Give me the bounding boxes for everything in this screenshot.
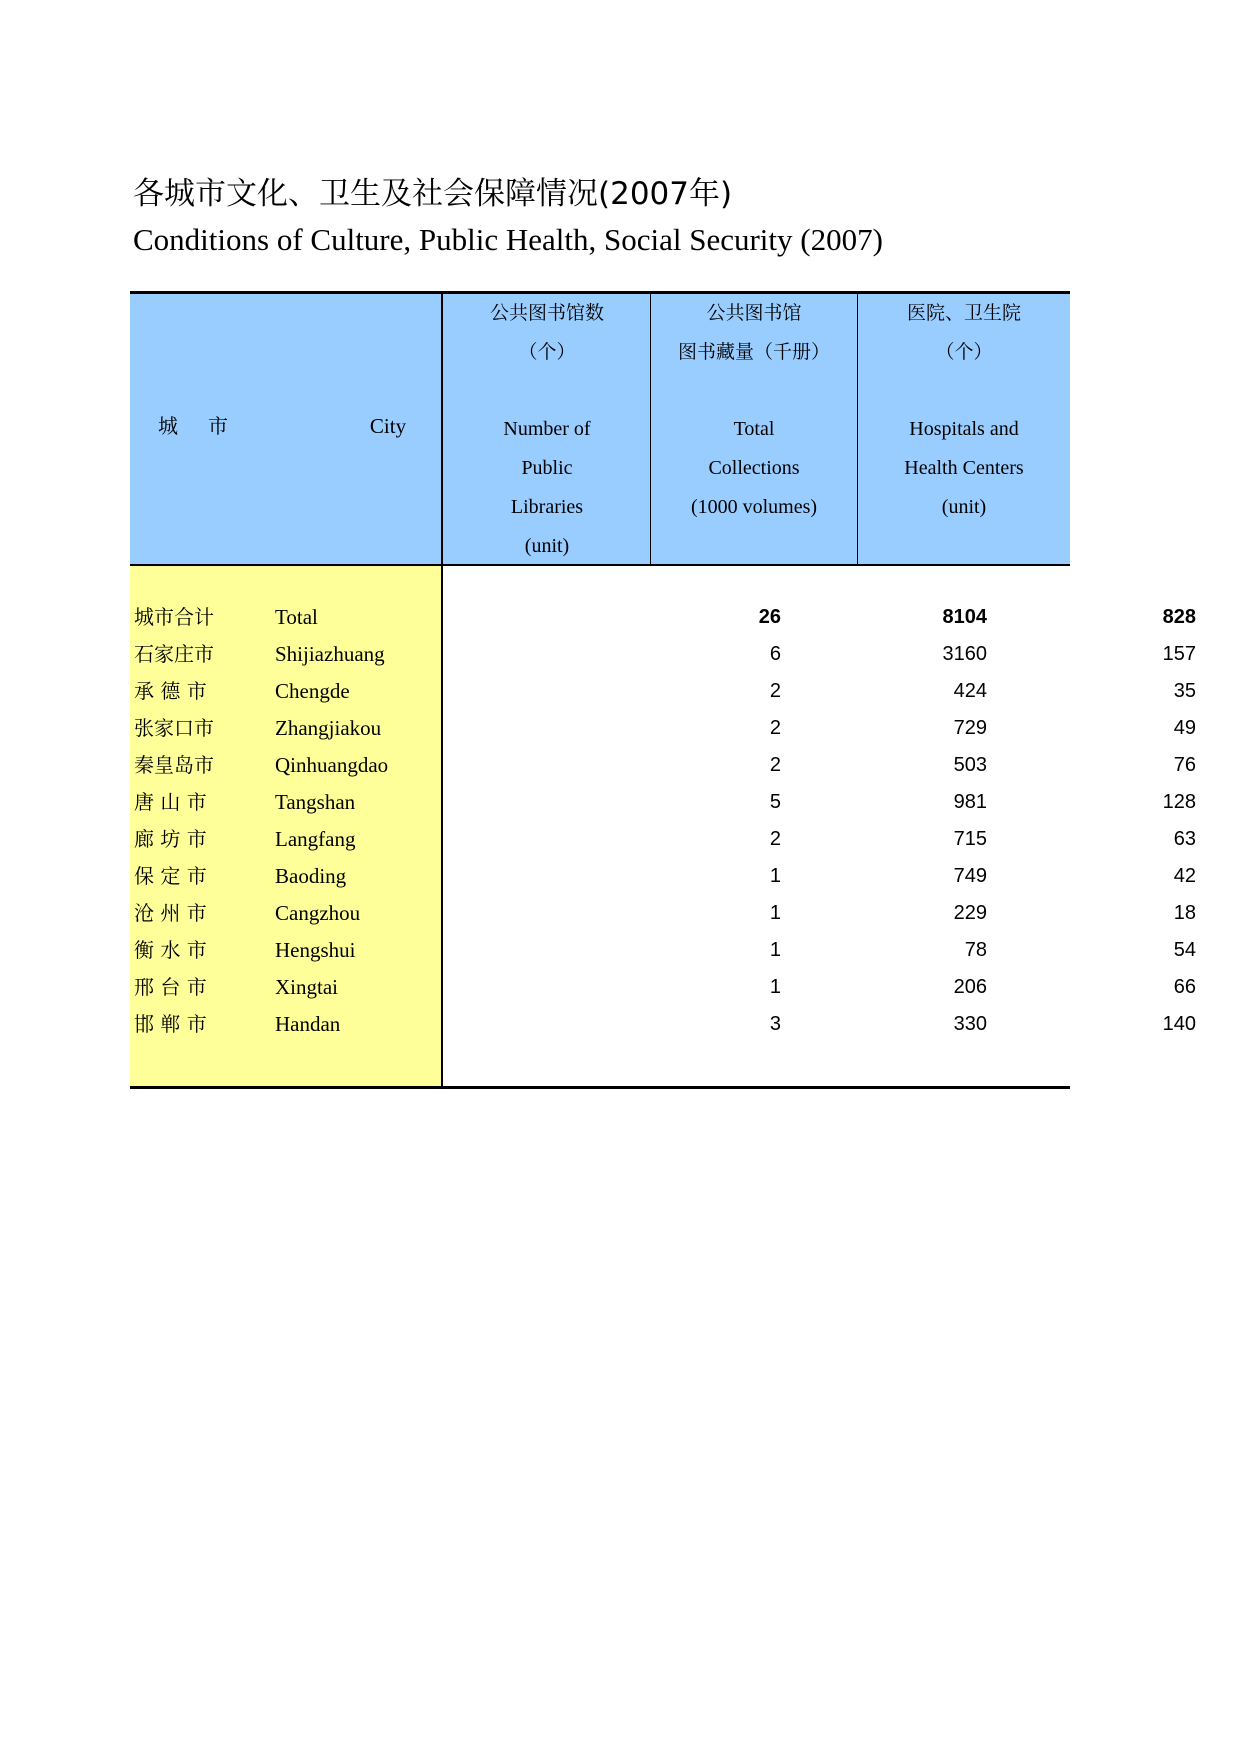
row-city-en: Xingtai [275, 975, 338, 999]
row-libraries: 6 [769, 643, 781, 665]
table-bottom-rule [130, 1086, 1070, 1089]
row-libraries: 2 [769, 680, 781, 702]
row-city-cn: 城市合计 [134, 605, 214, 629]
header-hospitals-cn1: 医院、卫生院 [906, 302, 1021, 324]
row-libraries: 3 [769, 1013, 781, 1035]
row-city-cn: 廊 坊 市 [134, 827, 207, 851]
row-city-cn: 唐 山 市 [134, 790, 207, 814]
header-city-cn: 城市 [158, 414, 258, 438]
header-city-en: City [369, 414, 407, 438]
table-row [130, 673, 1196, 710]
row-hospitals: 140 [1162, 1013, 1196, 1035]
table-row [130, 895, 1196, 932]
page-title-en: Conditions of Culture, Public Health, Social Security (2007) [133, 222, 883, 257]
row-city-cn: 石家庄市 [134, 642, 214, 666]
row-city-en: Cangzhou [275, 901, 361, 925]
row-city-cn: 衡 水 市 [134, 938, 207, 962]
header-collections-en2: Collections [708, 457, 800, 479]
header-hospitals-en1: Hospitals and [909, 418, 1019, 440]
row-collections: 3160 [942, 643, 987, 665]
header-libraries-en3: Libraries [510, 496, 584, 518]
header-libraries-en4: (unit) [524, 535, 570, 557]
row-collections: 78 [964, 939, 987, 961]
row-collections: 715 [953, 828, 987, 850]
table-row [130, 784, 1196, 821]
header-collections-en1: Total [733, 418, 775, 440]
row-city-cn: 承 德 市 [134, 679, 207, 703]
row-collections: 330 [953, 1013, 987, 1035]
row-city-en: Tangshan [275, 790, 356, 814]
row-city-cn: 保 定 市 [134, 864, 207, 888]
header-libraries-en2: Public [521, 457, 573, 479]
header-libraries-en1: Number of [503, 418, 591, 440]
table-row [130, 747, 1196, 784]
row-city-cn: 张家口市 [134, 716, 214, 740]
row-libraries: 26 [758, 606, 781, 628]
row-libraries: 1 [769, 939, 781, 961]
row-collections: 229 [953, 902, 987, 924]
row-hospitals: 42 [1173, 865, 1196, 887]
row-hospitals: 157 [1162, 643, 1196, 665]
row-city-en: Handan [275, 1012, 341, 1036]
row-libraries: 1 [769, 976, 781, 998]
header-hospitals-en2: Health Centers [904, 457, 1024, 479]
row-city-cn: 沧 州 市 [134, 901, 207, 925]
table-row [130, 1006, 1196, 1043]
row-collections: 981 [953, 791, 987, 813]
row-city-en: Qinhuangdao [275, 753, 389, 777]
page-title-cn: 各城市文化、卫生及社会保障情况(2007年) [133, 176, 733, 212]
row-city-cn: 邢 台 市 [134, 975, 207, 999]
row-hospitals: 54 [1173, 939, 1196, 961]
row-city-en: Shijiazhuang [275, 642, 385, 666]
table-row [130, 636, 1196, 673]
row-hospitals: 66 [1173, 976, 1196, 998]
row-collections: 503 [953, 754, 987, 776]
row-libraries: 1 [769, 865, 781, 887]
table-row [130, 858, 1196, 895]
row-city-cn: 秦皇岛市 [134, 753, 214, 777]
header-collections-cn2: 图书藏量（千册） [677, 341, 830, 363]
header-libraries-cn2: （个） [518, 341, 576, 363]
row-libraries: 2 [769, 828, 781, 850]
header-hospitals [858, 294, 1070, 565]
header-collections-cn1: 公共图书馆 [706, 302, 802, 324]
header-hospitals-en3: (unit) [941, 496, 987, 518]
row-city-en: Baoding [275, 864, 347, 888]
row-collections: 749 [953, 865, 987, 887]
header-libraries [444, 294, 650, 565]
row-hospitals: 18 [1173, 902, 1196, 924]
table-row [130, 932, 1196, 969]
table-row [130, 710, 1196, 747]
row-city-cn: 邯 郸 市 [134, 1012, 207, 1036]
row-libraries: 1 [769, 902, 781, 924]
row-city-en: Hengshui [275, 938, 356, 962]
row-libraries: 2 [769, 754, 781, 776]
row-hospitals: 63 [1173, 828, 1196, 850]
header-collections [651, 294, 857, 565]
row-city-en: Langfang [275, 827, 356, 851]
row-city-en: Chengde [275, 679, 350, 703]
row-hospitals: 828 [1162, 606, 1196, 628]
row-hospitals: 128 [1162, 791, 1196, 813]
table-row-total [130, 599, 1196, 636]
row-hospitals: 76 [1173, 754, 1196, 776]
row-libraries: 5 [769, 791, 781, 813]
row-city-en: Total [275, 605, 318, 629]
header-libraries-cn1: 公共图书馆数 [489, 302, 604, 324]
row-collections: 8104 [942, 606, 987, 628]
row-collections: 729 [953, 717, 987, 739]
row-collections: 424 [953, 680, 987, 702]
header-hospitals-cn2: （个） [935, 341, 993, 363]
row-libraries: 2 [769, 717, 781, 739]
table-row [130, 969, 1196, 1006]
table-row [130, 821, 1196, 858]
header-collections-en3: (1000 volumes) [690, 496, 818, 518]
row-city-en: Zhangjiakou [275, 716, 382, 740]
row-hospitals: 49 [1173, 717, 1196, 739]
row-collections: 206 [953, 976, 987, 998]
statistics-table [130, 291, 1196, 1089]
row-hospitals: 35 [1173, 680, 1196, 702]
